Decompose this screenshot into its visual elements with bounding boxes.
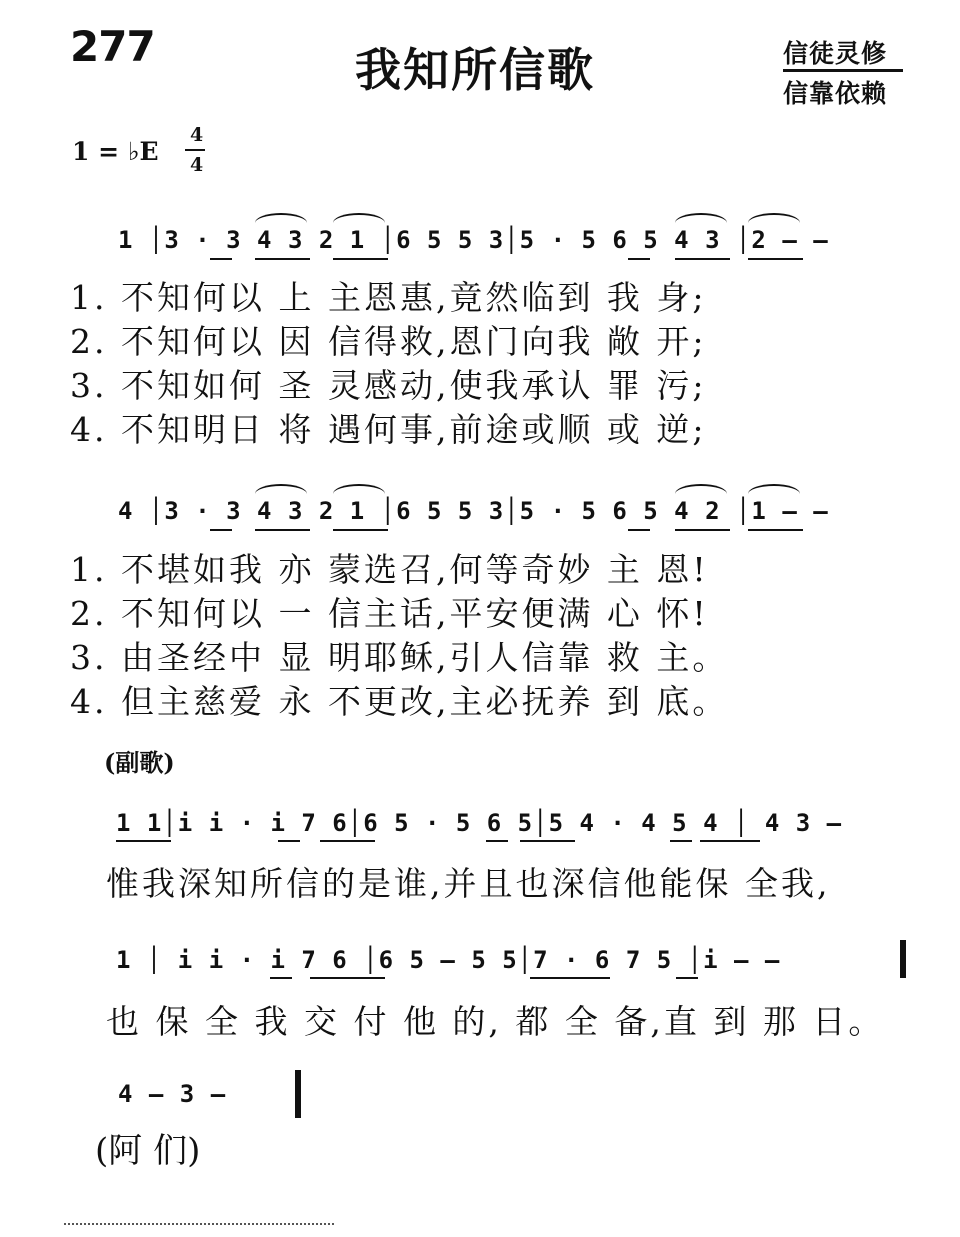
slur-mark	[333, 484, 385, 494]
slur-mark	[255, 213, 307, 223]
underline-mark	[486, 840, 508, 842]
hymn-number: 277	[70, 22, 155, 71]
amen-lyric: (阿 们)	[95, 1131, 201, 1171]
underline-mark	[675, 258, 730, 260]
underline-mark	[748, 258, 803, 260]
slur-mark	[255, 484, 307, 494]
key-signature: 1 = ♭E	[72, 137, 159, 166]
underline-mark	[700, 840, 760, 842]
chorus-lyric-line: 惟我深知所信的是谁,并且也深信他能保 全我,	[106, 864, 831, 903]
underline-mark	[530, 977, 610, 979]
verse-lyric-line: 1. 不堪如我 亦 蒙选召,何等奇妙 主 恩!	[70, 550, 709, 589]
chorus-lyric-line: 也 保 全 我 交 付 他 的, 都 全 备,直 到 那 日。	[106, 1002, 885, 1041]
underline-mark	[116, 840, 171, 842]
underline-mark	[310, 977, 385, 979]
notation-line-2: 4 │3 · 3 4 3 2 1 │6 5 5 3│5 · 5 6 5 4 2 │1 – –	[118, 497, 829, 525]
slur-mark	[748, 213, 800, 223]
verse-lyric-line: 4. 但主慈爱 永 不更改,主必抚养 到 底。	[70, 682, 729, 721]
underline-mark	[675, 529, 730, 531]
underline-mark	[210, 529, 232, 531]
notation-line-1: 1 │3 · 3 4 3 2 1 │6 5 5 3│5 · 5 6 5 4 3 │2 – –	[118, 226, 829, 254]
underline-mark	[628, 529, 650, 531]
verse-lyric-line: 3. 不知如何 圣 灵感动,使我承认 罪 污;	[70, 366, 707, 405]
slur-mark	[748, 484, 800, 494]
category-divider	[783, 69, 903, 72]
final-barline	[295, 1070, 301, 1118]
verse-lyric-line: 4. 不知明日 将 遇何事,前途或顺 或 逆;	[70, 410, 707, 449]
underline-mark	[628, 258, 650, 260]
amen-notation: 4 – 3 –	[118, 1080, 227, 1108]
verse-lyric-line: 2. 不知何以 一 信主话,平安便满 心 怀!	[70, 594, 709, 633]
slur-mark	[333, 213, 385, 223]
underline-mark	[748, 529, 803, 531]
footer-dotted-rule	[64, 1223, 334, 1225]
chorus-notation-1: 1 1│i i · i 7 6│6 5 · 5 6 5│5 4 · 4 5 4 │ 4 3 –	[116, 809, 843, 837]
category-top: 信徒灵修	[783, 39, 888, 68]
time-signature-line	[185, 149, 205, 151]
underline-mark	[210, 258, 232, 260]
verse-lyric-line: 2. 不知何以 因 信得救,恩门向我 敞 开;	[70, 322, 707, 361]
final-barline	[900, 940, 906, 978]
verse-lyric-line: 1. 不知何以 上 主恩惠,竟然临到 我 身;	[70, 278, 707, 317]
underline-mark	[278, 840, 300, 842]
chorus-label: (副歌)	[104, 748, 175, 777]
hymn-title: 我知所信歌	[355, 43, 595, 97]
underline-mark	[255, 529, 310, 531]
category-bottom: 信靠依赖	[783, 79, 888, 108]
underline-mark	[333, 529, 388, 531]
slur-mark	[675, 484, 727, 494]
underline-mark	[520, 840, 575, 842]
underline-mark	[333, 258, 388, 260]
underline-mark	[255, 258, 310, 260]
underline-mark	[676, 977, 698, 979]
underline-mark	[670, 840, 692, 842]
time-signature-top: 4	[190, 124, 204, 146]
verse-lyric-line: 3. 由圣经中 显 明耶稣,引人信靠 救 主。	[70, 638, 729, 677]
slur-mark	[675, 213, 727, 223]
underline-mark	[270, 977, 292, 979]
time-signature-bottom: 4	[190, 154, 204, 176]
chorus-notation-2: 1 │ i i · i 7 6 │6 5 – 5 5│7 · 6 7 5 │i – –	[116, 946, 781, 974]
underline-mark	[320, 840, 375, 842]
